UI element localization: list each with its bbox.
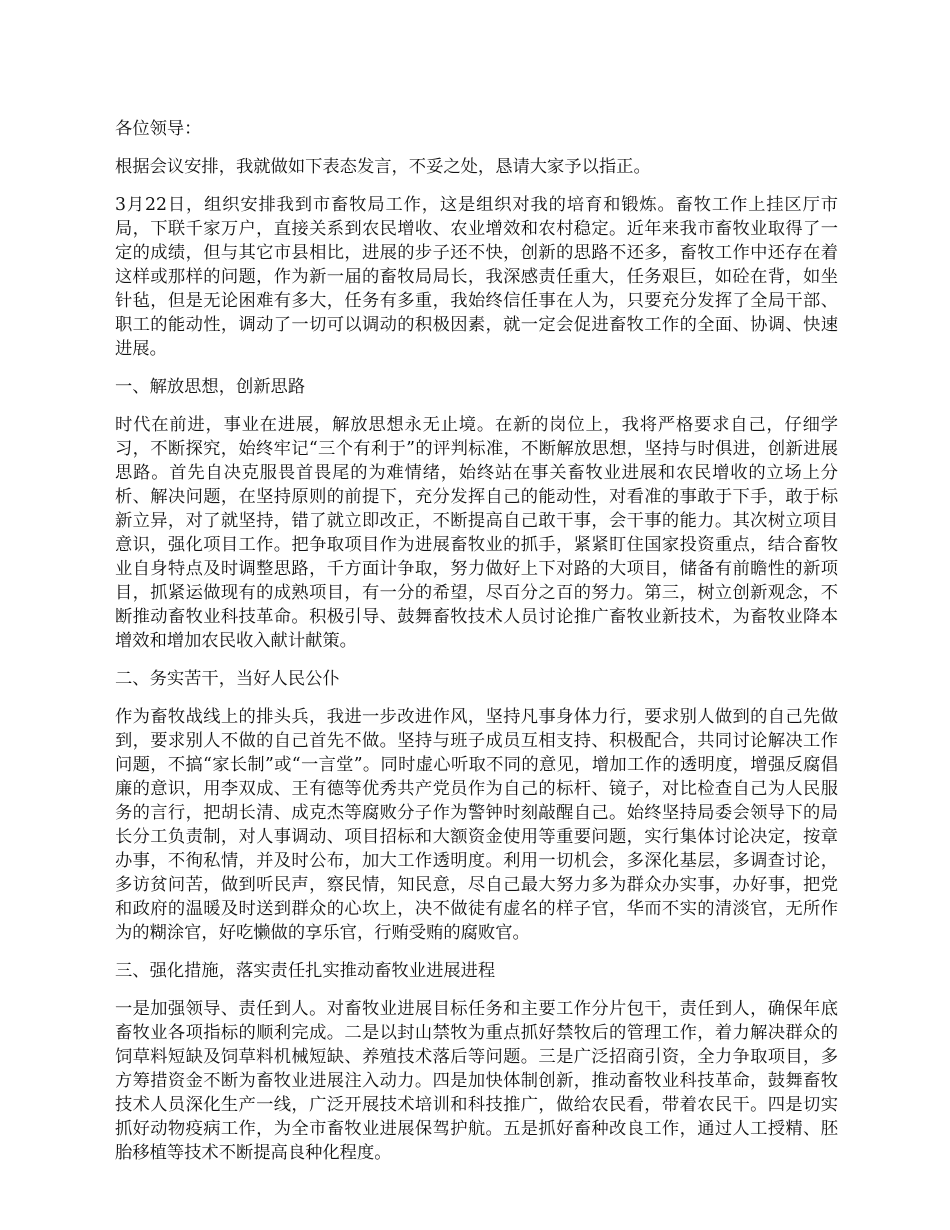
document-page <box>115 117 838 1179</box>
section-2-body: 作为畜牧战线上的排头兵，我进一步改进作风，坚持凡事身体力行，要求别人做到的自己先做到，要求别人不做的自己首先不做。坚持与班子成员互相支持、积极配合，共同讨论解决工作问题，不搞“家长制”或“一言堂”。同时虚心听取不同的意见，增加工作的透明度，增强反腐倡廉的意识，用李双成、王有德等优秀共产党员作为自己的标杆、镜子，对比检查自己为人民服务的言行，把胡长清、成克杰等腐败分子作为警钟时刻敲醒自己。始终坚持局委会领导下的局长分工负责制，对人事调动、项目招标和大额资金使用等重要问题，实行集体讨论决定，按章办事，不徇私情，并及时公布，加大工作透明度。利用一切机会，多深化基层，多调查讨论，多访贫问苦，做到听民声，察民情，知民意，尽自己最大努力多为群众办实事，办好事，把党和政府的温暖及时送到群众的心坎上，决不做徒有虚名的样子官，华而不实的清淡官，无所作为的糊涂官，好吃懒做的享乐官，行贿受贿的腐败官。 <box>115 707 838 943</box>
salutation: 各位领导： <box>115 119 202 139</box>
section-3-heading: 三、强化措施，落实责任扎实推动畜牧业进展进程 <box>115 961 496 981</box>
opening-paragraph: 3月22日，组织安排我到市畜牧局工作，这是组织对我的培育和锻炼。畜牧工作上挂区厅市局，下联千家万户，直接关系到农民增收、农业增效和农村稳定。近年来我市畜牧业取得了一定的成绩，但与其它市县相比，进展的步子还不快，创新的思路不还多，畜牧工作中还存在着这样或那样的问题，作为新一届的畜牧局局长，我深感责任重大，任务艰巨，如砼在背，如坐针毡，但是无论困难有多大，任务有多重，我始终信任事在人为，只要充分发挥了全局干部、职工的能动性，调动了一切可以调动的积极因素，就一定会促进畜牧工作的全面、协调、快速进展。 <box>115 195 838 359</box>
section-1-body: 时代在前进，事业在进展，解放思想永无止境。在新的岗位上，我将严格要求自己，仔细学习，不断探究，始终牢记“三个有利于”的评判标准，不断解放思想，坚持与时俱进，创新进展思路。首先自决克服畏首畏尾的为难情绪，始终站在事关畜牧业进展和农民增收的立场上分析、解决问题，在坚持原则的前提下，充分发挥自己的能动性，对看准的事敢于下手，敢于标新立异，对了就坚持，错了就立即改正，不断提高自己敢干事，会干事的能力。其次树立项目意识，强化项目工作。把争取项目作为进展畜牧业的抓手，紧紧盯住国家投资重点，结合畜牧业自身特点及时调整思路，千方面计争取，努力做好上下对路的大项目，储备有前瞻性的新项目，抓紧运做现有的成熟项目，有一分的希望，尽百分之百的努力。第三，树立创新观念，不断推动畜牧业科技革命。积极引导、鼓舞畜牧技术人员讨论推广畜牧业新技术，为畜牧业降本增效和增加农民收入献计献策。 <box>115 415 838 651</box>
section-2-heading: 二、务实苦干，当好人民公仆 <box>115 669 340 689</box>
section-1-heading: 一、解放思想，创新思路 <box>115 377 306 397</box>
section-3-body: 一是加强领导、责任到人。对畜牧业进展目标任务和主要工作分片包干，责任到人，确保年底畜牧业各项指标的顺利完成。二是以封山禁牧为重点抓好禁牧后的管理工作，着力解决群众的饲草料短缺及饲草料机械短缺、养殖技术落后等问题。三是广泛招商引资，全力争取项目，多方筹措资金不断为畜牧业进展注入动力。四是加快体制创新，推动畜牧业科技革命，鼓舞畜牧技术人员深化生产一线，广泛开展技术培训和科技推广，做给农民看，带着农民干。四是切实抓好动物疫病工作，为全市畜牧业进展保驾护航。五是抓好畜种改良工作，通过人工授精、胚胎移植等技术不断提高良种化程度。 <box>115 999 838 1163</box>
intro-paragraph: 根据会议安排，我就做如下表态发言，不妥之处，恳请大家予以指正。 <box>115 157 651 177</box>
